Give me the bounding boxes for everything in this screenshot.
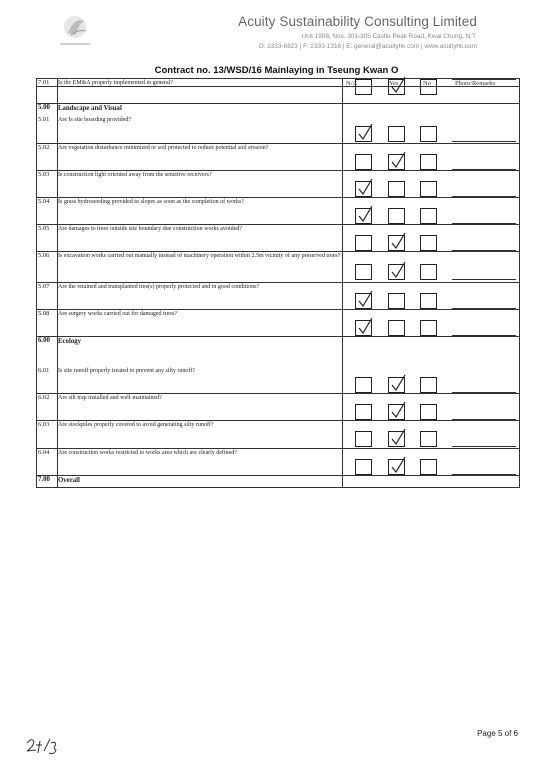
checkbox-no[interactable] [420, 459, 437, 475]
section-number: 6.00 [38, 337, 50, 344]
checklist-question: Is grass hydroseeding provided to slopes as soon as the completion of works? [58, 199, 244, 205]
checkmark-icon [358, 290, 373, 308]
checkmark-icon [391, 401, 406, 419]
item-number: 6.02 [38, 394, 50, 401]
checkmark-icon [391, 76, 406, 94]
checkbox-na[interactable] [355, 377, 372, 393]
remarks-line[interactable] [452, 141, 516, 142]
checkbox-yes[interactable] [388, 404, 405, 420]
checkbox-yes[interactable] [388, 181, 405, 197]
item-number: 5.01 [38, 116, 50, 123]
checkbox-no[interactable] [420, 181, 437, 197]
item-number: 6.01 [38, 367, 50, 374]
checklist-question: Are Is site hoarding provided? [58, 117, 131, 123]
remarks-line[interactable] [452, 446, 516, 447]
checklist-question: Are stockpiles properly covered to avoid generating silty runoff? [58, 422, 214, 428]
checkbox-no[interactable] [420, 431, 437, 447]
item-number: 5.07 [38, 283, 50, 290]
checkbox-no[interactable] [420, 126, 437, 142]
checkbox-na[interactable] [355, 235, 372, 251]
checkbox-yes[interactable] [388, 459, 405, 475]
checkmark-icon [358, 178, 373, 196]
checkbox-yes[interactable] [388, 79, 405, 95]
checklist-question: Are damages to trees outside site boundary due construction works avoided? [58, 226, 242, 232]
checkbox-yes[interactable] [388, 264, 405, 280]
checkbox-no[interactable] [420, 404, 437, 420]
checklist-question: Is the EM&A properly implemented in general? [58, 80, 173, 86]
checkbox-yes[interactable] [388, 320, 405, 336]
column-header-remarks: Photo/Remarks [455, 80, 496, 87]
checkbox-na[interactable] [355, 459, 372, 475]
checklist-question: Is construction light oriented away from the sensitive receivers? [58, 172, 212, 178]
section-title: Overall [58, 477, 80, 484]
checkbox-na[interactable] [355, 320, 372, 336]
remarks-line[interactable] [452, 79, 516, 80]
checklist-question: Are vegetation disturbance minimized or soil protected to reduce potential soil erosion? [58, 145, 269, 151]
company-address: Unit 1908, Nos. 301-305 Castle Peak Road, Kwai Chung, N.T. [301, 33, 477, 40]
company-name: Acuity Sustainability Consulting Limited [238, 14, 477, 29]
company-logo-icon [56, 13, 102, 49]
checkbox-no[interactable] [420, 235, 437, 251]
checkbox-na[interactable] [355, 126, 372, 142]
item-number: 5.04 [38, 198, 50, 205]
handwritten-initials-icon [24, 735, 60, 759]
checkbox-no[interactable] [420, 264, 437, 280]
checklist-question: Are surgery works carried out for damaged trees? [58, 311, 178, 317]
checkbox-yes[interactable] [388, 235, 405, 251]
checkbox-na[interactable] [355, 293, 372, 309]
checkmark-icon [358, 123, 373, 141]
checklist-question: Are silt trap installed and well-maintained? [58, 395, 162, 401]
section-title: Ecology [58, 338, 82, 345]
checklist-question: Is site runoff properly treated to prevent any silty runoff? [58, 368, 195, 374]
checkbox-yes[interactable] [388, 431, 405, 447]
checkbox-yes[interactable] [388, 377, 405, 393]
checkbox-na[interactable] [355, 404, 372, 420]
section-number: 7.00 [38, 476, 50, 483]
checkmark-icon [391, 456, 406, 474]
column-header-no: No [423, 80, 431, 87]
checkmark-icon [391, 261, 406, 279]
letterhead [0, 0, 553, 60]
item-number: 6.04 [38, 449, 50, 456]
checklist-table [36, 78, 520, 488]
checklist-question: Are the retained and transplanted tree(s) properly protected and in good conditions? [58, 284, 260, 290]
checkbox-no[interactable] [420, 208, 437, 224]
column-header-yes: Yes [389, 80, 399, 87]
checkbox-yes[interactable] [388, 293, 405, 309]
checkbox-na[interactable] [355, 208, 372, 224]
checkbox-yes[interactable] [388, 154, 405, 170]
checkmark-icon [391, 232, 406, 250]
checklist-question: Is excavation works carried out manually instead of machinery operation within 2.5m vicinity of any preserved trees? [58, 253, 341, 259]
checkbox-na[interactable] [355, 181, 372, 197]
checkmark-icon [391, 374, 406, 392]
checkbox-no[interactable] [420, 154, 437, 170]
checkbox-no[interactable] [420, 79, 437, 95]
checkbox-no[interactable] [420, 377, 437, 393]
item-number: 5.02 [38, 144, 50, 151]
checkmark-icon [391, 151, 406, 169]
checkbox-na[interactable] [355, 154, 372, 170]
item-number: 5.06 [38, 252, 50, 259]
checkmark-icon [358, 317, 373, 335]
item-number: 6.03 [38, 421, 50, 428]
company-contact: O: 2333-6823 | F: 2333-1316 | E: general@acuityhk.com | www.acuityhk.com [258, 43, 477, 50]
remarks-line[interactable] [452, 279, 516, 280]
checkmark-icon [358, 205, 373, 223]
item-number: 5.05 [38, 225, 50, 232]
column-header-na: N/A [346, 80, 358, 87]
checkmark-icon [391, 428, 406, 446]
item-number: 5.03 [38, 171, 50, 178]
checklist-question: Are construction works restricted to works area which are clearly defined? [58, 450, 237, 456]
checkbox-no[interactable] [420, 320, 437, 336]
item-number: 5.08 [38, 310, 50, 317]
item-number: 7.01 [38, 79, 50, 86]
checkbox-yes[interactable] [388, 126, 405, 142]
document-title: Contract no. 13/WSD/16 Mainlaying in Tseung Kwan O [154, 65, 399, 76]
checkbox-na[interactable] [355, 79, 372, 95]
checkbox-yes[interactable] [388, 208, 405, 224]
page-number: Page 5 of 6 [477, 729, 518, 738]
section-title: Landscape and Visual [58, 105, 122, 112]
section-number: 5.00 [38, 104, 50, 111]
checkbox-na[interactable] [355, 431, 372, 447]
checkbox-na[interactable] [355, 264, 372, 280]
checkbox-no[interactable] [420, 293, 437, 309]
